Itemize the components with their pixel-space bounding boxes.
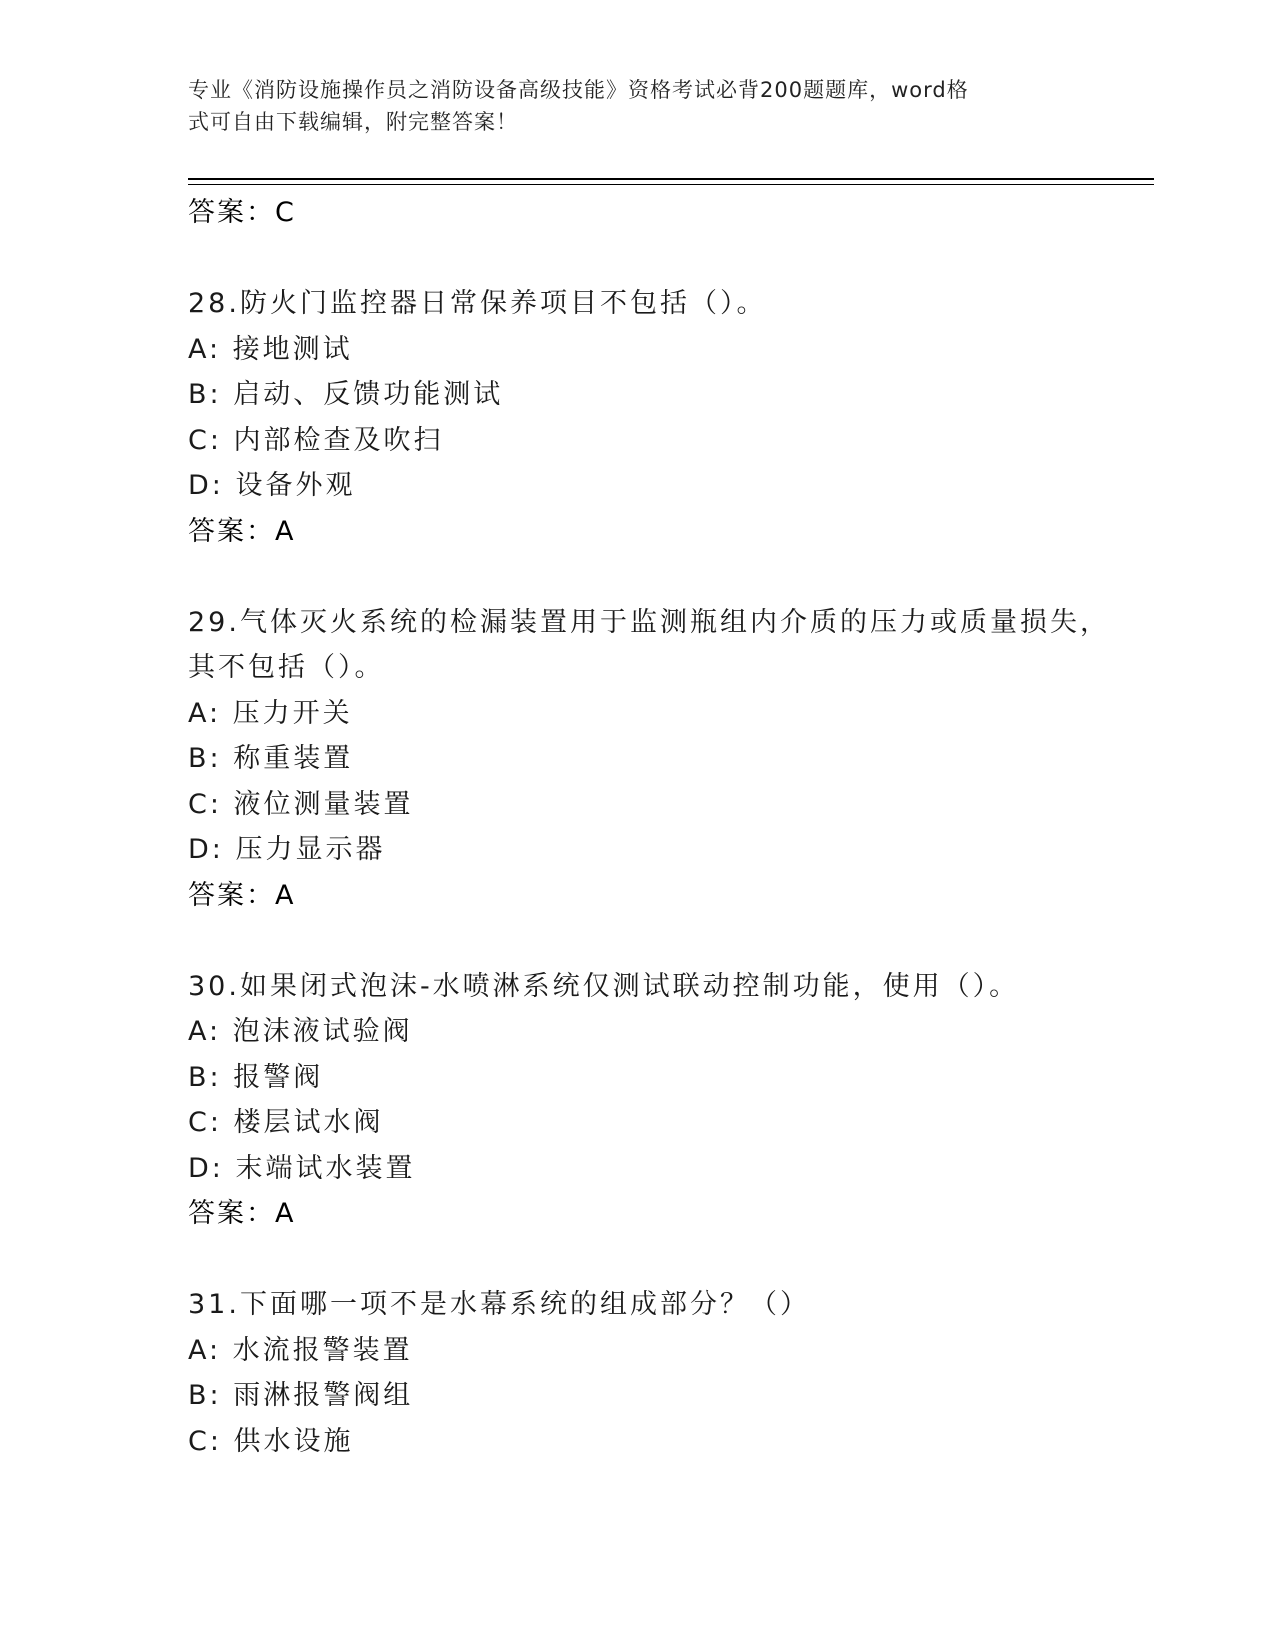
option-b: B: 启动、反馈功能测试 [188, 379, 504, 410]
option-d: D: 设备外观 [188, 470, 356, 501]
question-answer: 答案：A [188, 515, 296, 547]
question-stem: 29.气体灭火系统的检漏装置用于监测瓶组内介质的压力或质量损失， [188, 606, 1110, 638]
previous-answer: 答案：C [188, 197, 296, 228]
option-d: D: 末端试水装置 [188, 1152, 416, 1184]
option-a: A: 泡沫液试验阀 [188, 1016, 413, 1047]
question-list [188, 190, 1138, 1464]
option-b: B: 报警阀 [188, 1061, 324, 1093]
option-d: D: 压力显示器 [188, 834, 386, 865]
spacer [188, 554, 1138, 600]
option-c: C: 楼层试水阀 [188, 1107, 384, 1138]
option-c: C: 内部检查及吹扫 [188, 424, 444, 456]
question-answer: 答案：A [188, 1198, 296, 1229]
question-block-29 [188, 600, 1138, 919]
option-b: B: 雨淋报警阀组 [188, 1380, 414, 1411]
question-stem: 28.防火门监控器日常保养项目不包括（）。 [188, 288, 767, 319]
question-stem: 31.下面哪一项不是水幕系统的组成部分？（） [188, 1289, 810, 1320]
header-divider-thick [188, 178, 1154, 180]
question-block-31 [188, 1282, 1138, 1464]
question-stem: 30.如果闭式泡沫-水喷淋系统仅测试联动控制功能，使用（）。 [188, 970, 1020, 1002]
header-line-1: 专业《消防设施操作员之消防设备高级技能》资格考试必背200题题库，word格 [188, 78, 969, 102]
option-a: A: 水流报警装置 [188, 1334, 413, 1366]
option-c: C: 液位测量装置 [188, 788, 414, 820]
option-a: A: 压力开关 [188, 697, 353, 729]
option-b: B: 称重装置 [188, 743, 354, 774]
option-c: C: 供水设施 [188, 1425, 354, 1457]
question-stem-continued: 其不包括（）。 [188, 652, 385, 683]
spacer [188, 236, 1138, 282]
document-header [188, 74, 1078, 138]
header-line-2: 式可自由下载编辑，附完整答案！ [188, 110, 518, 134]
option-a: A: 接地测试 [188, 333, 353, 365]
header-divider-thin [188, 184, 1154, 185]
question-block-28 [188, 281, 1138, 554]
question-block-30 [188, 964, 1138, 1237]
spacer [188, 918, 1138, 964]
spacer [188, 1237, 1138, 1283]
question-answer: 答案：A [188, 879, 296, 911]
